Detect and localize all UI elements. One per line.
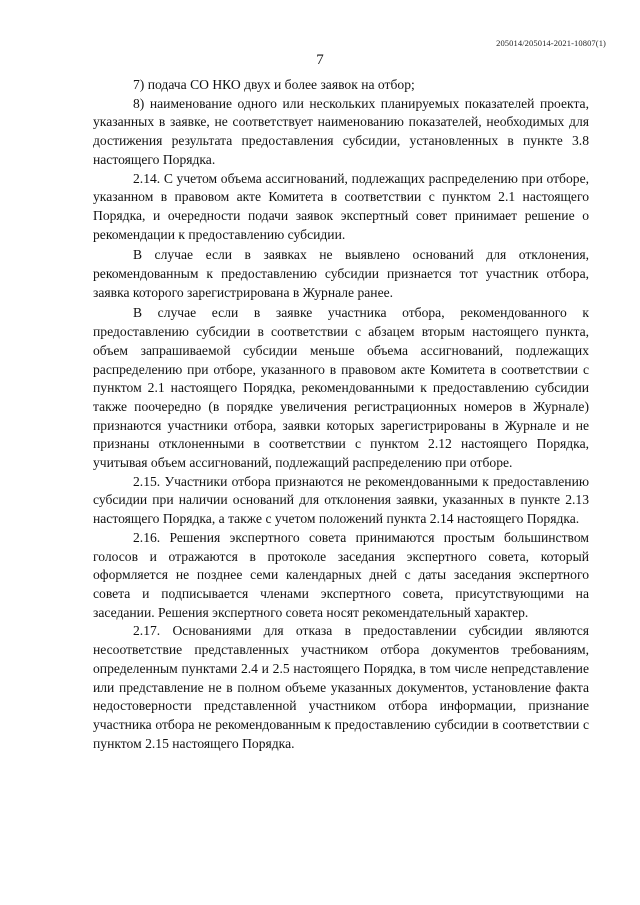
- paragraph-item-7: 7) подача СО НКО двух и более заявок на отбор;: [133, 77, 415, 92]
- paragraph-2-14-third: В случае если в заявке участника отбора, рекомендованного к предоставлению субсидии в соответствии с абзацем вторым настоящего пункта, объем запрашиваемой субсидии меньше объема ассигнований, подлежащих распределению при отборе, указанного в правовом акте Комитета в соответствии с пунктом 2.1 настоящего Порядка, рекомендованными к предоставлению субсидии также поочередно (в порядке увеличения регистрационных номеров в Журнале) признаются участники отбора, заявки которых зарегистрированы в Журнале и не признаны отклоненными в соответствии с пунктом 2.12 настоящего Порядка, учитывая объем ассигнований, подлежащий распределению при отборе.: [93, 305, 589, 471]
- paragraph-item-8: 8) наименование одного или нескольких планируемых показателей проекта, указанных в заявке, не соответствует наименованию показателей, необходимых для достижения результата предоставления субсидии, установленных в пункте 3.8 настоящего Порядка.: [93, 95, 589, 167]
- paragraph-2-17: 2.17. Основаниями для отказа в предоставлении субсидии являются несоответствие представленных участником отбора документов требованиям, определенным пунктами 2.4 и 2.5 настоящего Порядка, в том числе непредставление или представление не в полном объеме указанных документов, установление факта недостоверности представленной участником отбора информации, признание участника отбора не рекомендованным к предоставлению субсидии в соответствии с пунктом 2.15 настоящего Порядка.: [93, 623, 589, 751]
- page-number: 7: [316, 52, 324, 68]
- paragraph-2-16: 2.16. Решения экспертного совета принимаются простым большинством голосов и отражаются в протоколе заседания экспертного совета, который оформляется не позднее семи календарных дней с даты заседания экспертного совета и подписывается членами экспертного совета, присутствующими на заседании. Решения экспертного совета носят рекомендательный характер.: [93, 529, 589, 620]
- document-body: [93, 76, 589, 753]
- paragraph-2-14: 2.14. С учетом объема ассигнований, подлежащих распределению при отборе, указанном в правовом акте Комитета в соответствии с пунктом 2.1 настоящего Порядка, и очередности подачи заявок экспертный совет принимает решение о рекомендации к предоставлению субсидии.: [93, 170, 589, 242]
- paragraph-2-15: 2.15. Участники отбора признаются не рекомендованными к предоставлению субсидии при наличии оснований для отклонения заявки, указанных в пункте 2.13 настоящего Порядка, а также с учетом положений пункта 2.14 настоящего Порядка.: [93, 473, 589, 527]
- paragraph-2-14-second: В случае если в заявках не выявлено оснований для отклонения, рекомендованным к предоставлению субсидии признается тот участник отбора, заявка которого зарегистрирована в Журнале ранее.: [93, 247, 589, 300]
- document-id: 205014/205014-2021-10807(1): [496, 38, 606, 48]
